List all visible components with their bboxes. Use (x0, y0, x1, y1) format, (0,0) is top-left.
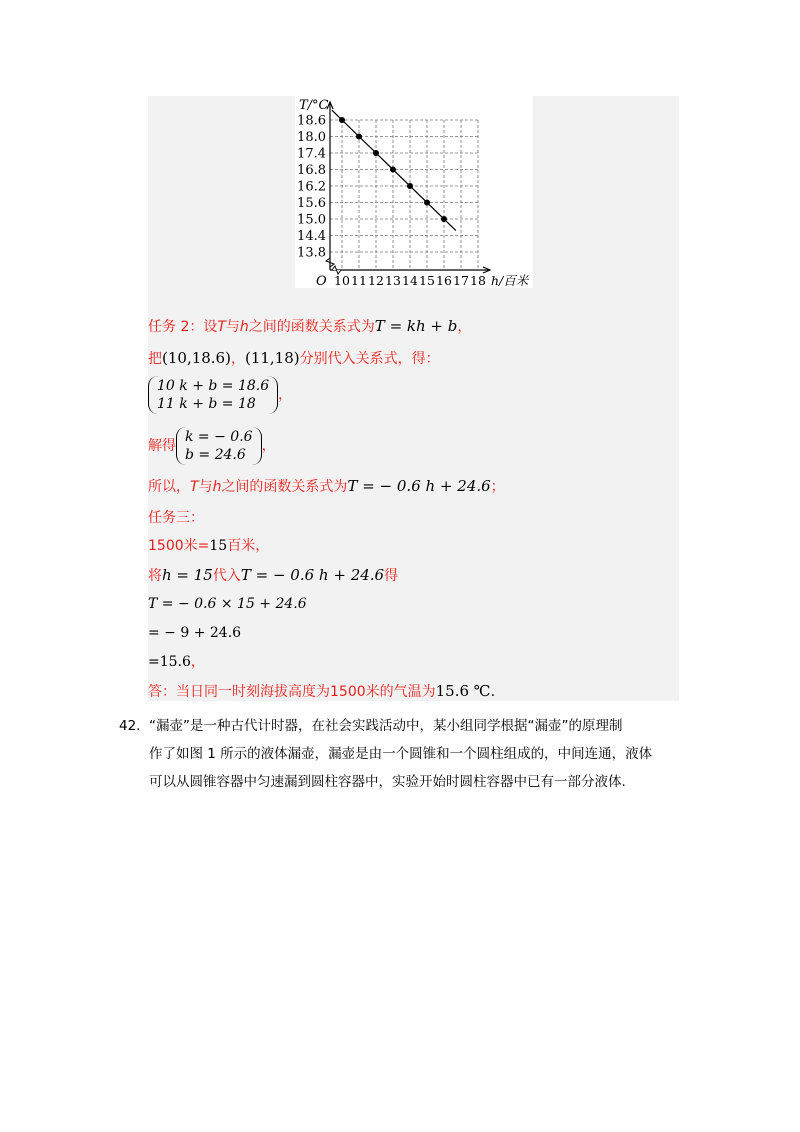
data-point (373, 150, 379, 156)
x-tick-label: 16 (436, 273, 452, 288)
system-end: ， (278, 387, 293, 403)
conv-c: 15 (209, 538, 228, 554)
x-axis-label: h/百米 (491, 273, 529, 288)
sub2-pre: 将 (148, 568, 162, 584)
y-axis-label: T/°C (299, 98, 329, 113)
sub2-mid: 代入 (212, 568, 241, 584)
y-tick-label: 18.0 (297, 130, 326, 145)
x-tick-label: 17 (453, 273, 469, 288)
data-point (390, 167, 396, 173)
calc-line-2: = − 9 + 24.6 (148, 625, 242, 641)
conv-d: 百米， (227, 538, 270, 554)
conv-b: 米= (183, 538, 210, 554)
x-tick-label: 10 (334, 273, 350, 288)
equation-system (148, 376, 278, 414)
origin-label: O (316, 274, 327, 288)
solve-end: ， (261, 438, 276, 454)
substitute2-line (148, 565, 398, 586)
calc3-end: ， (190, 654, 205, 670)
y-tick-label: 15.0 (297, 212, 326, 228)
task2-relation-text: 之间的函数关系式为 (248, 319, 375, 335)
y-tick-label: 16.2 (297, 179, 326, 195)
equation-2: 11 k + b = 18 (157, 396, 256, 412)
question-number: 42. (119, 718, 141, 734)
ans-mid: 米的气温为 (365, 684, 436, 700)
y-tick-label: 18.6 (297, 113, 326, 129)
y-tick-label: 15.6 (297, 196, 326, 211)
y-tick-label: 14.4 (297, 229, 326, 244)
y-tick-label: 16.8 (297, 163, 326, 178)
question-line-2: 作了如图 1 所示的液体漏壶，漏壶是由一个圆锥和一个圆柱组成的，中间连通，液体 (149, 746, 653, 762)
sub-point-1: (10,18.6) (162, 349, 231, 367)
solved-line (148, 427, 276, 465)
so-and: 与 (198, 479, 213, 495)
task2-line (148, 316, 471, 337)
data-point (356, 134, 362, 140)
question-line-3: 可以从圆锥容器中匀速漏到圆柱容器中，实验开始时圆柱容器中已有一部分液体. (149, 774, 626, 790)
solve-pre: 解得 (148, 438, 176, 454)
x-tick-label: 11 (351, 273, 367, 288)
calc-line-3 (148, 652, 205, 672)
question-42 (119, 712, 679, 796)
data-point (339, 117, 345, 123)
x-tick-label: 15 (419, 273, 435, 288)
conclusion-line (148, 476, 505, 497)
x-tick-label: 14 (402, 273, 418, 288)
task2-var-h: h (239, 319, 249, 335)
so-formula: T = − 0.6 h + 24.6 (347, 477, 491, 495)
task2-formula: T = kh + b (374, 317, 458, 335)
x-tick-label: 13 (385, 273, 401, 288)
so-relation-text: 之间的函数关系式为 (221, 479, 348, 495)
chart-svg (295, 96, 533, 288)
sub2-end: 得 (384, 568, 399, 584)
ans-pre: 答：当日同一时刻海拔高度为 (148, 684, 330, 700)
sub2-h-value: h = 15 (162, 566, 213, 584)
data-point (441, 216, 447, 222)
so-var-h: h (212, 479, 222, 495)
solution-k: k = − 0.6 (185, 429, 253, 445)
question-text-1: “漏壶”是一种古代计时器，在社会实践活动中，某小组同学根据“漏壶”的原理制 (149, 718, 623, 734)
so-pre: 所以， (148, 479, 190, 495)
data-point (424, 200, 430, 206)
task2-and: 与 (225, 319, 240, 335)
so-end: ； (490, 479, 505, 495)
equation-1: 10 k + b = 18.6 (157, 378, 270, 394)
ans-end: . (490, 684, 496, 700)
data-point (407, 183, 413, 189)
task2-end: ， (457, 319, 472, 335)
temperature-chart (295, 96, 533, 288)
calc3-value: =15.6 (148, 654, 191, 670)
task3-heading: 任务三： (148, 510, 204, 526)
question-line-1 (119, 712, 679, 740)
y-tick-label: 13.8 (297, 245, 326, 261)
sub-point-2: (11,18) (244, 349, 300, 367)
equation-system-line (148, 376, 292, 414)
x-tick-label: 18 (470, 273, 486, 288)
answer-line (148, 681, 495, 702)
sub2-formula: T = − 0.6 h + 24.6 (240, 566, 385, 584)
sub-post: 分别代入关系式，得： (299, 351, 440, 367)
conv-a: 1500 (148, 538, 184, 554)
sub-pre: 把 (148, 351, 162, 367)
x-tick-label: 12 (368, 273, 384, 288)
ans-num: 1500 (330, 684, 366, 700)
task2-intro: 任务 2：设 (148, 319, 218, 335)
solution-system (176, 427, 262, 465)
solution-b: b = 24.6 (185, 447, 246, 463)
y-tick-label: 17.4 (297, 146, 326, 162)
ans-value: 15.6 ℃ (435, 682, 491, 700)
conversion-line (148, 536, 269, 556)
task2-var-t: T (217, 319, 226, 335)
substitution-line (148, 348, 440, 369)
sub-sep: ， (230, 351, 245, 367)
so-var-t: T (190, 479, 199, 495)
calc-line-1: T = − 0.6 × 15 + 24.6 (148, 596, 307, 612)
